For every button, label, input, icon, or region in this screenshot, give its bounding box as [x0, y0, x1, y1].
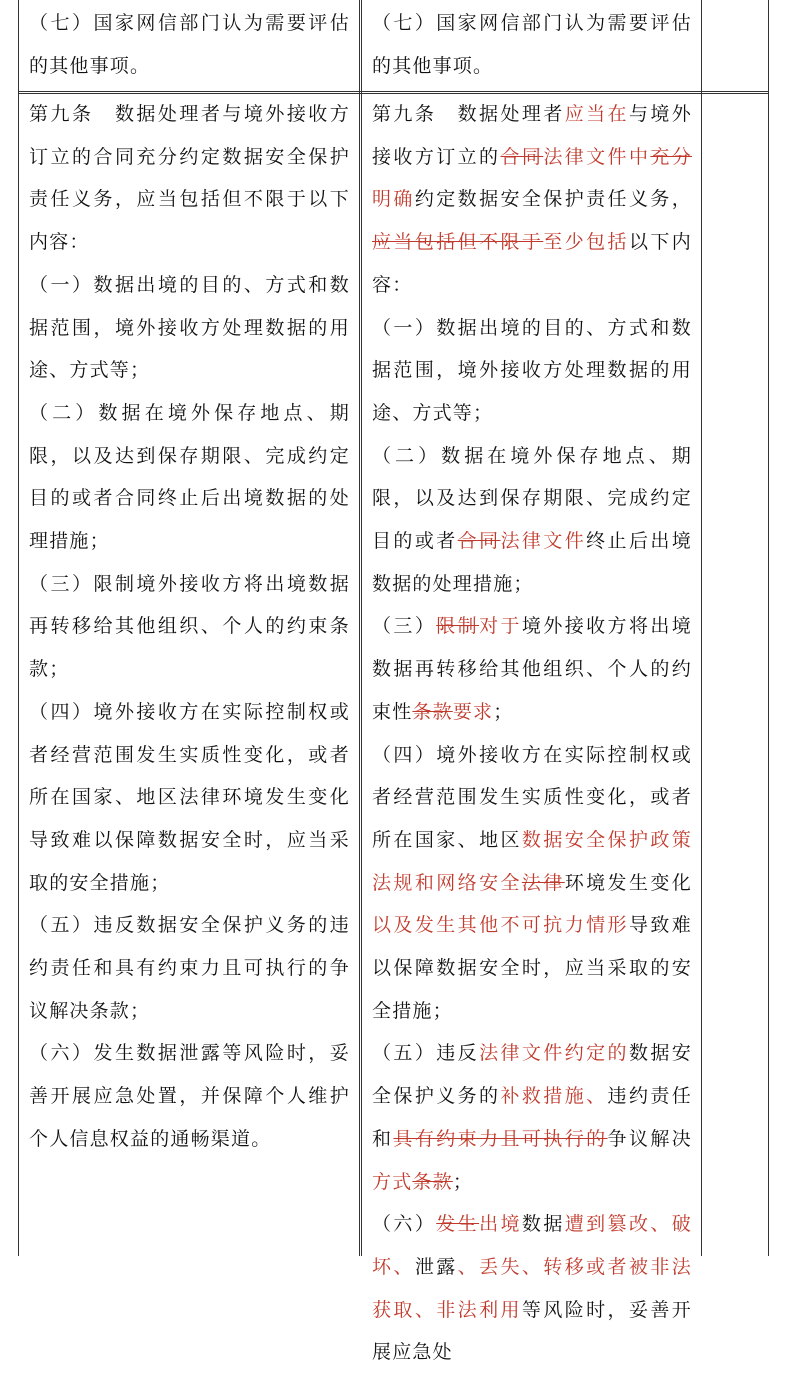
body-text: （六） [372, 1213, 437, 1236]
paragraph [29, 2, 350, 87]
inserted-text: 法律文件中 [543, 145, 651, 168]
paragraph [29, 691, 350, 905]
body-text: （五）违反 [372, 1042, 480, 1065]
paragraph [29, 264, 350, 392]
inserted-text: 出境 [479, 1213, 522, 1236]
paragraph [372, 2, 692, 87]
body-text: 环境发生变化 [564, 871, 693, 894]
body-text: ； [493, 700, 514, 723]
body-text: 导致难以保障数据安全时，应当采取的安全措施； [372, 914, 692, 1022]
body-text: 第九条 数据处理者 [372, 103, 565, 125]
body-text: 等风险时，妥善开展应急处 [372, 1298, 692, 1364]
body-text: （三） [372, 615, 437, 638]
body-text: （六）发生数据泄露等风险时，妥善开展应急处置，并保障个人维护个人信息权益的通畅渠道。 [29, 1042, 350, 1150]
paragraph [372, 1203, 692, 1374]
body-text: 以下内容： [372, 231, 692, 296]
paragraph [372, 435, 692, 606]
inserted-text: 对于 [479, 615, 522, 638]
paragraph [372, 307, 692, 435]
body-text: 第九条 数据处理者与境外接收方订立的合同充分约定数据安全保护责任义务，应当包括但不限于以下内容： [29, 103, 350, 254]
deleted-text: 条款 [412, 1170, 453, 1193]
comparison-table [18, 0, 769, 1364]
body-text: （五）违反数据安全保护义务的违约责任和具有约束力且可执行的争议解决条款； [29, 914, 350, 1022]
inserted-text: 明确 [372, 188, 415, 211]
body-text: （四）境外接收方在实际控制权或者经营范围发生实质性变化，或者所在国家、地区法律环境发生变化导致难以保障数据安全时，应当采取的安全措施； [29, 700, 350, 894]
inserted-text: 方式 [372, 1170, 413, 1193]
deleted-text: 条款 [412, 700, 453, 723]
inserted-text: 法律文件约定的 [479, 1042, 629, 1065]
body-text: 泄露 [414, 1255, 458, 1278]
paragraph [372, 1032, 692, 1203]
paragraph [372, 734, 692, 1033]
paragraph [29, 904, 350, 1032]
deleted-text: 具有约束力且可执行的 [393, 1127, 608, 1150]
inserted-text: 补救措施、 [500, 1085, 608, 1108]
paragraph [372, 605, 692, 733]
body-text: （一）数据出境的目的、方式和数据范围，境外接收方处理数据的用途、方式等； [29, 273, 350, 382]
deleted-text: 限制 [436, 615, 480, 638]
cell-revised-item-7 [361, 2, 702, 87]
body-text: 约定数据安全保护责任义务， [414, 188, 692, 211]
inserted-text: 法律文件 [500, 530, 587, 553]
table-border-right [768, 0, 769, 1256]
paragraph [29, 93, 350, 264]
body-text: （四）境外接收方在实际控制权或者经营范围发生实质性变化，或者所在国家、地区 [372, 743, 692, 851]
paragraph [29, 1032, 350, 1160]
body-text: 争议解决 [607, 1127, 692, 1150]
deleted-text: 发生 [436, 1213, 480, 1236]
body-text: ； [452, 1170, 474, 1193]
body-text: 终止后出境数据的处理措施； [372, 530, 692, 595]
body-text: 违约责任和 [372, 1085, 692, 1150]
body-text: （二）数据在境外保存地点、期限，以及达到保存期限、完成约定目的或者合同终止后出境数据的处理措施； [29, 401, 350, 553]
paragraph [29, 392, 350, 563]
deleted-text: 合同 [457, 530, 501, 553]
paragraph [372, 93, 692, 307]
deleted-text: 充分 [650, 145, 692, 168]
deleted-text: 法律 [521, 871, 565, 894]
inserted-text: 应当在 [564, 103, 629, 125]
row-divider [18, 91, 769, 92]
inserted-text: 、丢失、转移或者被非法获取、非法利用 [372, 1255, 692, 1321]
inserted-text: 遭到篡改、破坏、 [372, 1213, 692, 1278]
body-text: 数据 [521, 1213, 565, 1236]
inserted-text: 以及发生其他不可抗力情形 [372, 914, 629, 937]
body-text: （七）国家网信部门认为需要评估的其他事项。 [29, 12, 350, 77]
body-text: 境外接收方将出境数据再转移给其他组织、个人的约束性 [372, 615, 692, 723]
inserted-text: 数据安全保护政策法规和网络安全 [372, 828, 692, 894]
cell-original-article-9 [18, 93, 360, 1161]
body-text: （三）限制境外接收方将出境数据再转移给其他组织、个人的约束条款； [29, 572, 350, 681]
body-text: （一）数据出境的目的、方式和数据范围，境外接收方处理数据的用途、方式等； [372, 316, 692, 424]
inserted-text: 至少包括 [543, 231, 629, 254]
body-text: （七）国家网信部门认为需要评估的其他事项。 [372, 12, 692, 77]
cell-revised-article-9 [361, 93, 702, 1374]
deleted-text: 应当包括但不限于 [372, 231, 544, 254]
paragraph [29, 563, 350, 691]
inserted-text: 要求 [452, 700, 494, 723]
body-text: 数据安全保护义务的 [372, 1042, 692, 1108]
deleted-text: 合同 [500, 145, 544, 168]
body-text: （二）数据在境外保存地点、期限，以及达到保存期限、完成约定目的或者 [372, 444, 692, 553]
cell-original-item-7 [18, 2, 360, 87]
body-text: 与境外接收方订立的 [372, 103, 692, 168]
